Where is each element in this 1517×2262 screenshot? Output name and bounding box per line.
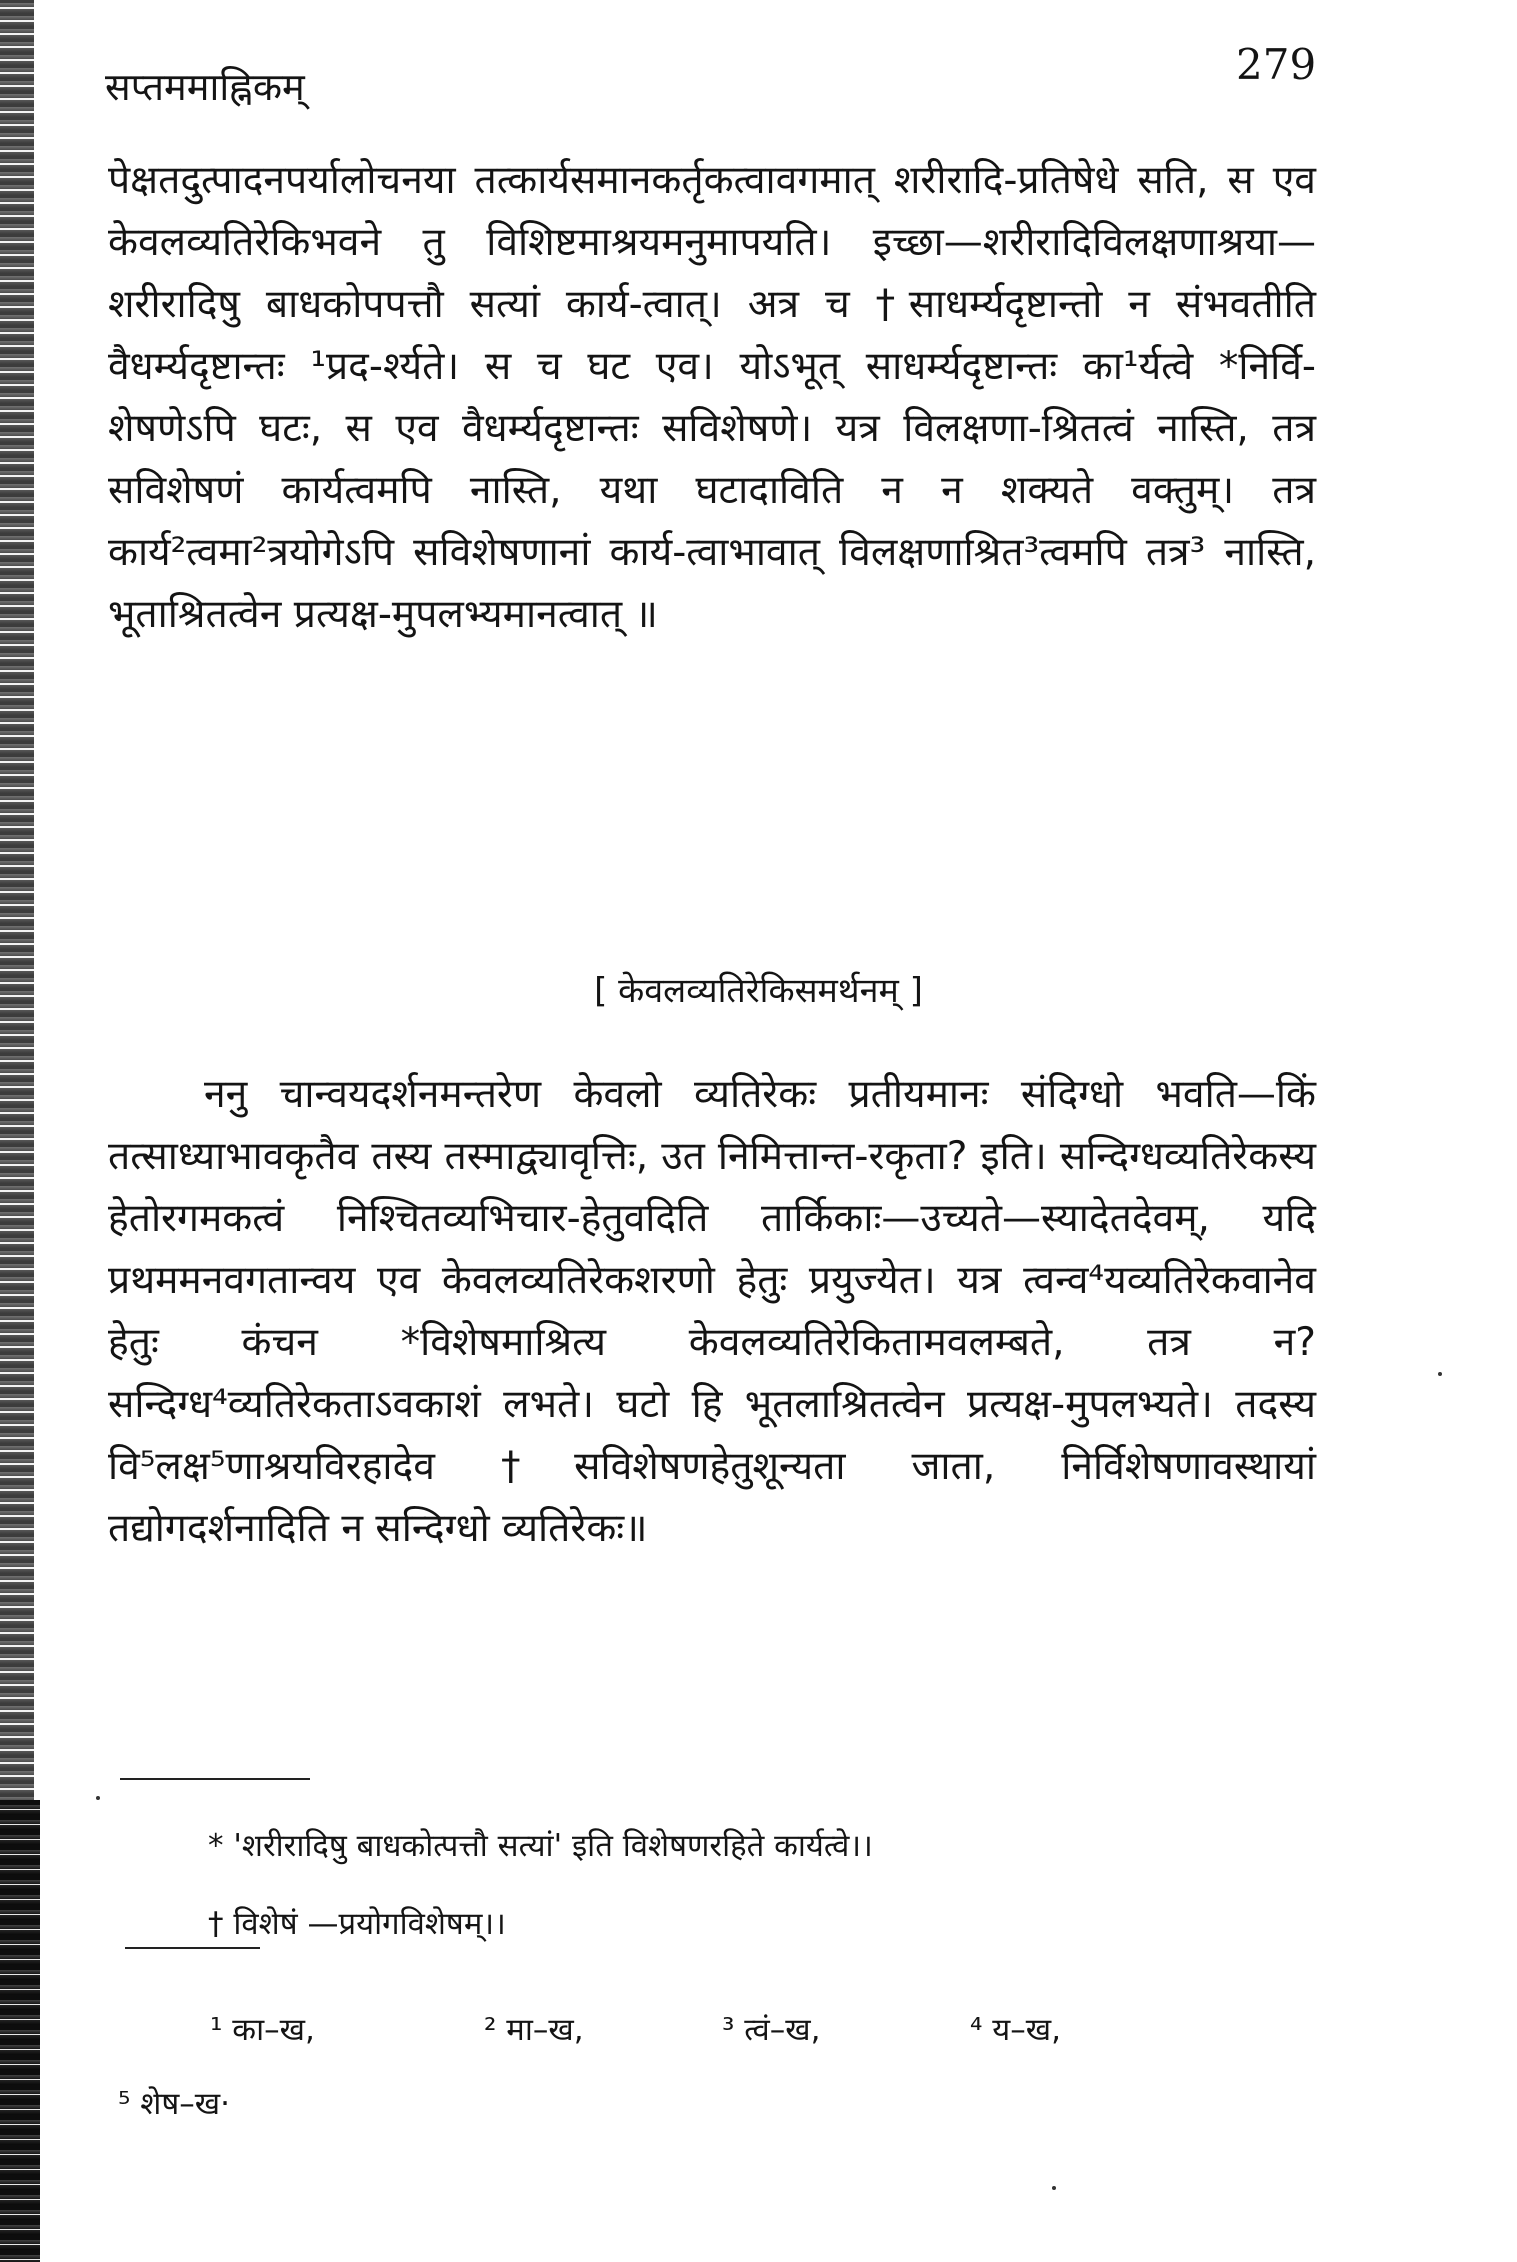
variant-reading-1: ¹ का–ख, <box>210 2012 315 2048</box>
paragraph-2: ननु चान्वयदर्शनमन्तरेण केवलो व्यतिरेकः प्रतीयमानः संदिग्धो भवति—किं तत्साध्याभावकृतैव तस्य तस्माद्व्यावृत्तिः, उत निमित्तान्त-रकृता? इति। सन्दिग्धव्यतिरेकस्य हेतोरगमकत्वं निश्चितव्यभिचार-हेतुवदिति तार्किकाः—उच्यते—स्यादेतदेवम्, यदि प्रथममनवगतान्वय एव केवलव्यतिरेकशरणो हेतुः प्रयुज्येत। यत्र त्वन्व⁴यव्यतिरेकवानेव हेतुः कंचन *विशेषमाश्रित्य केवलव्यतिरेकितामवलम्बते, तत्र न? सन्दिग्ध⁴व्यतिरेकताऽवकाशं लभते। घटो हि भूतलाश्रितत्वेन प्रत्यक्ष-मुपलभ्यते। तदस्य वि⁵लक्ष⁵णाश्रयविरहादेव †सविशेषणहेतुशून्यता जाता, निर्विशेषणावस्थायां तद्योगदर्शनादिति न सन्दिग्धो व्यतिरेकः॥ <box>108 1072 1316 1551</box>
variants-divider <box>125 1947 260 1949</box>
page-number: 279 <box>1236 40 1317 89</box>
variant-reading-4: ⁴ य–ख, <box>970 2012 1061 2048</box>
scan-speck <box>1052 2186 1056 2190</box>
running-head: सप्तममाह्निकम् <box>105 65 305 109</box>
footnote-dagger: † विशेषं —प्रयोगविशेषम्।। <box>208 1906 506 1942</box>
footnote-star: * 'शरीरादिषु बाधकोत्पत्तौ सत्यां' इति विशेषणरहिते कार्यत्वे।। <box>208 1828 873 1864</box>
scan-speck <box>96 1796 100 1800</box>
footnote-divider <box>120 1778 310 1780</box>
scan-speck <box>1438 1372 1442 1376</box>
variant-reading-5: ⁵ शेष–ख· <box>118 2086 230 2122</box>
paragraph-1: पेक्षतदुत्पादनपर्यालोचनया तत्कार्यसमानकर्तृकत्वावगमात् शरीरादि-प्रतिषेधे सति, स एव केवलव्यतिरेकिभवने तु विशिष्टमाश्रयमनुमापयति। इच्छा—शरीरादिविलक्षणाश्रया—शरीरादिषु बाधकोपपत्तौ सत्यां कार्य-त्वात्। अत्र च †साधर्म्यदृष्टान्तो न संभवतीति वैधर्म्यदृष्टान्तः ¹प्रद-र्श्यते। स च घट एव। योऽभूत् साधर्म्यदृष्टान्तः का¹र्यत्वे *निर्वि-शेषणेऽपि घटः, स एव वैधर्म्यदृष्टान्तः सविशेषणे। यत्र विलक्षणा-श्रितत्वं नास्ति, तत्र सविशेषणं कार्यत्वमपि नास्ति, यथा घटादाविति न न शक्यते वक्तुम्। तत्र कार्य²त्वमा²त्रयोगेऽपि सविशेषणानां कार्य-त्वाभावात् विलक्षणाश्रित³त्वमपि तत्र³ नास्ति, भूताश्रितत्वेन प्रत्यक्ष-मुपलभ्यमानत्वात् ॥ <box>108 158 1316 637</box>
variant-reading-2: ² मा–ख, <box>484 2012 584 2048</box>
section-heading: [ केवलव्यतिरेकिसमर्थनम् ] <box>594 971 923 1011</box>
page-gutter-edge-dark <box>0 1800 40 2262</box>
variant-reading-3: ³ त्वं–ख, <box>722 2012 821 2048</box>
